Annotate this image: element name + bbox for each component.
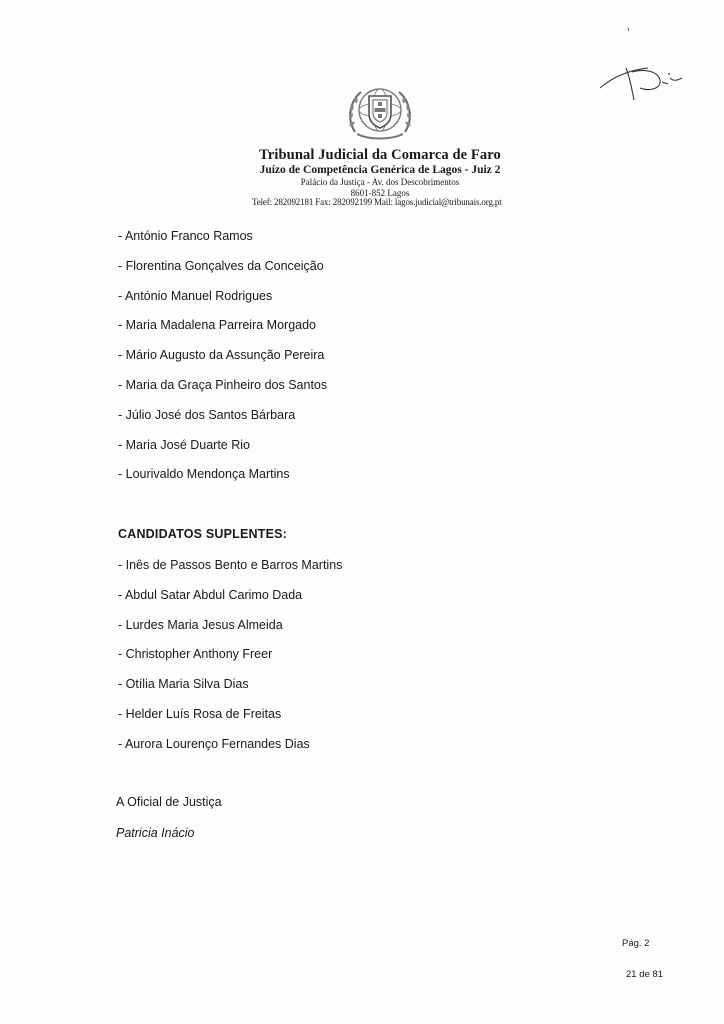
portugal-coat-of-arms-icon (345, 80, 415, 142)
signature-scribble-icon (596, 58, 686, 104)
court-header (200, 147, 560, 199)
substitutes-heading: CANDIDATOS SUPLENTES: (118, 527, 288, 541)
pen-mark-icon (627, 28, 631, 32)
list-item: - Lurdes Maria Jesus Almeida (118, 617, 283, 632)
list-item: - Helder Luís Rosa de Freitas (118, 706, 282, 721)
court-address: Palácio da Justiça - Av. dos Descobrimentos (300, 177, 460, 187)
court-name: Tribunal Judicial da Comarca de Faro (259, 147, 501, 163)
list-item: - Lourivaldo Mendonça Martins (118, 467, 290, 482)
substitute-list (118, 557, 342, 766)
official-title: A Oficial de Justiça (116, 795, 222, 809)
court-contact-line: Telef: 282092181 Fax: 282092199 Mail: lagos.judicial@tribunais.org.pt (252, 197, 502, 207)
list-item: - António Manuel Rodrigues (118, 288, 273, 303)
list-item: - Otília Maria Silva Dias (118, 677, 249, 692)
list-item: - Júlio José dos Santos Bárbara (118, 407, 296, 422)
list-item: - Florentina Gonçalves da Conceição (118, 258, 324, 273)
member-list (118, 228, 327, 496)
list-item: - Abdul Satar Abdul Carimo Dada (118, 587, 303, 602)
list-item: - Maria Madalena Parreira Morgado (118, 318, 317, 333)
page-number: Pág. 2 (622, 938, 650, 949)
list-item: - António Franco Ramos (118, 229, 253, 243)
list-item: - Maria da Graça Pinheiro dos Santos (118, 377, 328, 392)
page-count: 21 de 81 (626, 969, 663, 980)
court-section: Juízo de Competência Genérica de Lagos - Juiz 2 (259, 164, 501, 176)
official-name: Patricia Inácio (116, 826, 195, 840)
list-item: - Inês de Passos Bento e Barros Martins (118, 558, 343, 572)
list-item: - Christopher Anthony Freer (118, 647, 273, 662)
list-item: - Aurora Lourenço Fernandes Dias (118, 736, 310, 751)
list-item: - Maria José Duarte Rio (118, 437, 250, 452)
list-item: - Mário Augusto da Assunção Pereira (118, 348, 325, 363)
court-postal-code: 8601-852 Lagos (350, 188, 410, 198)
